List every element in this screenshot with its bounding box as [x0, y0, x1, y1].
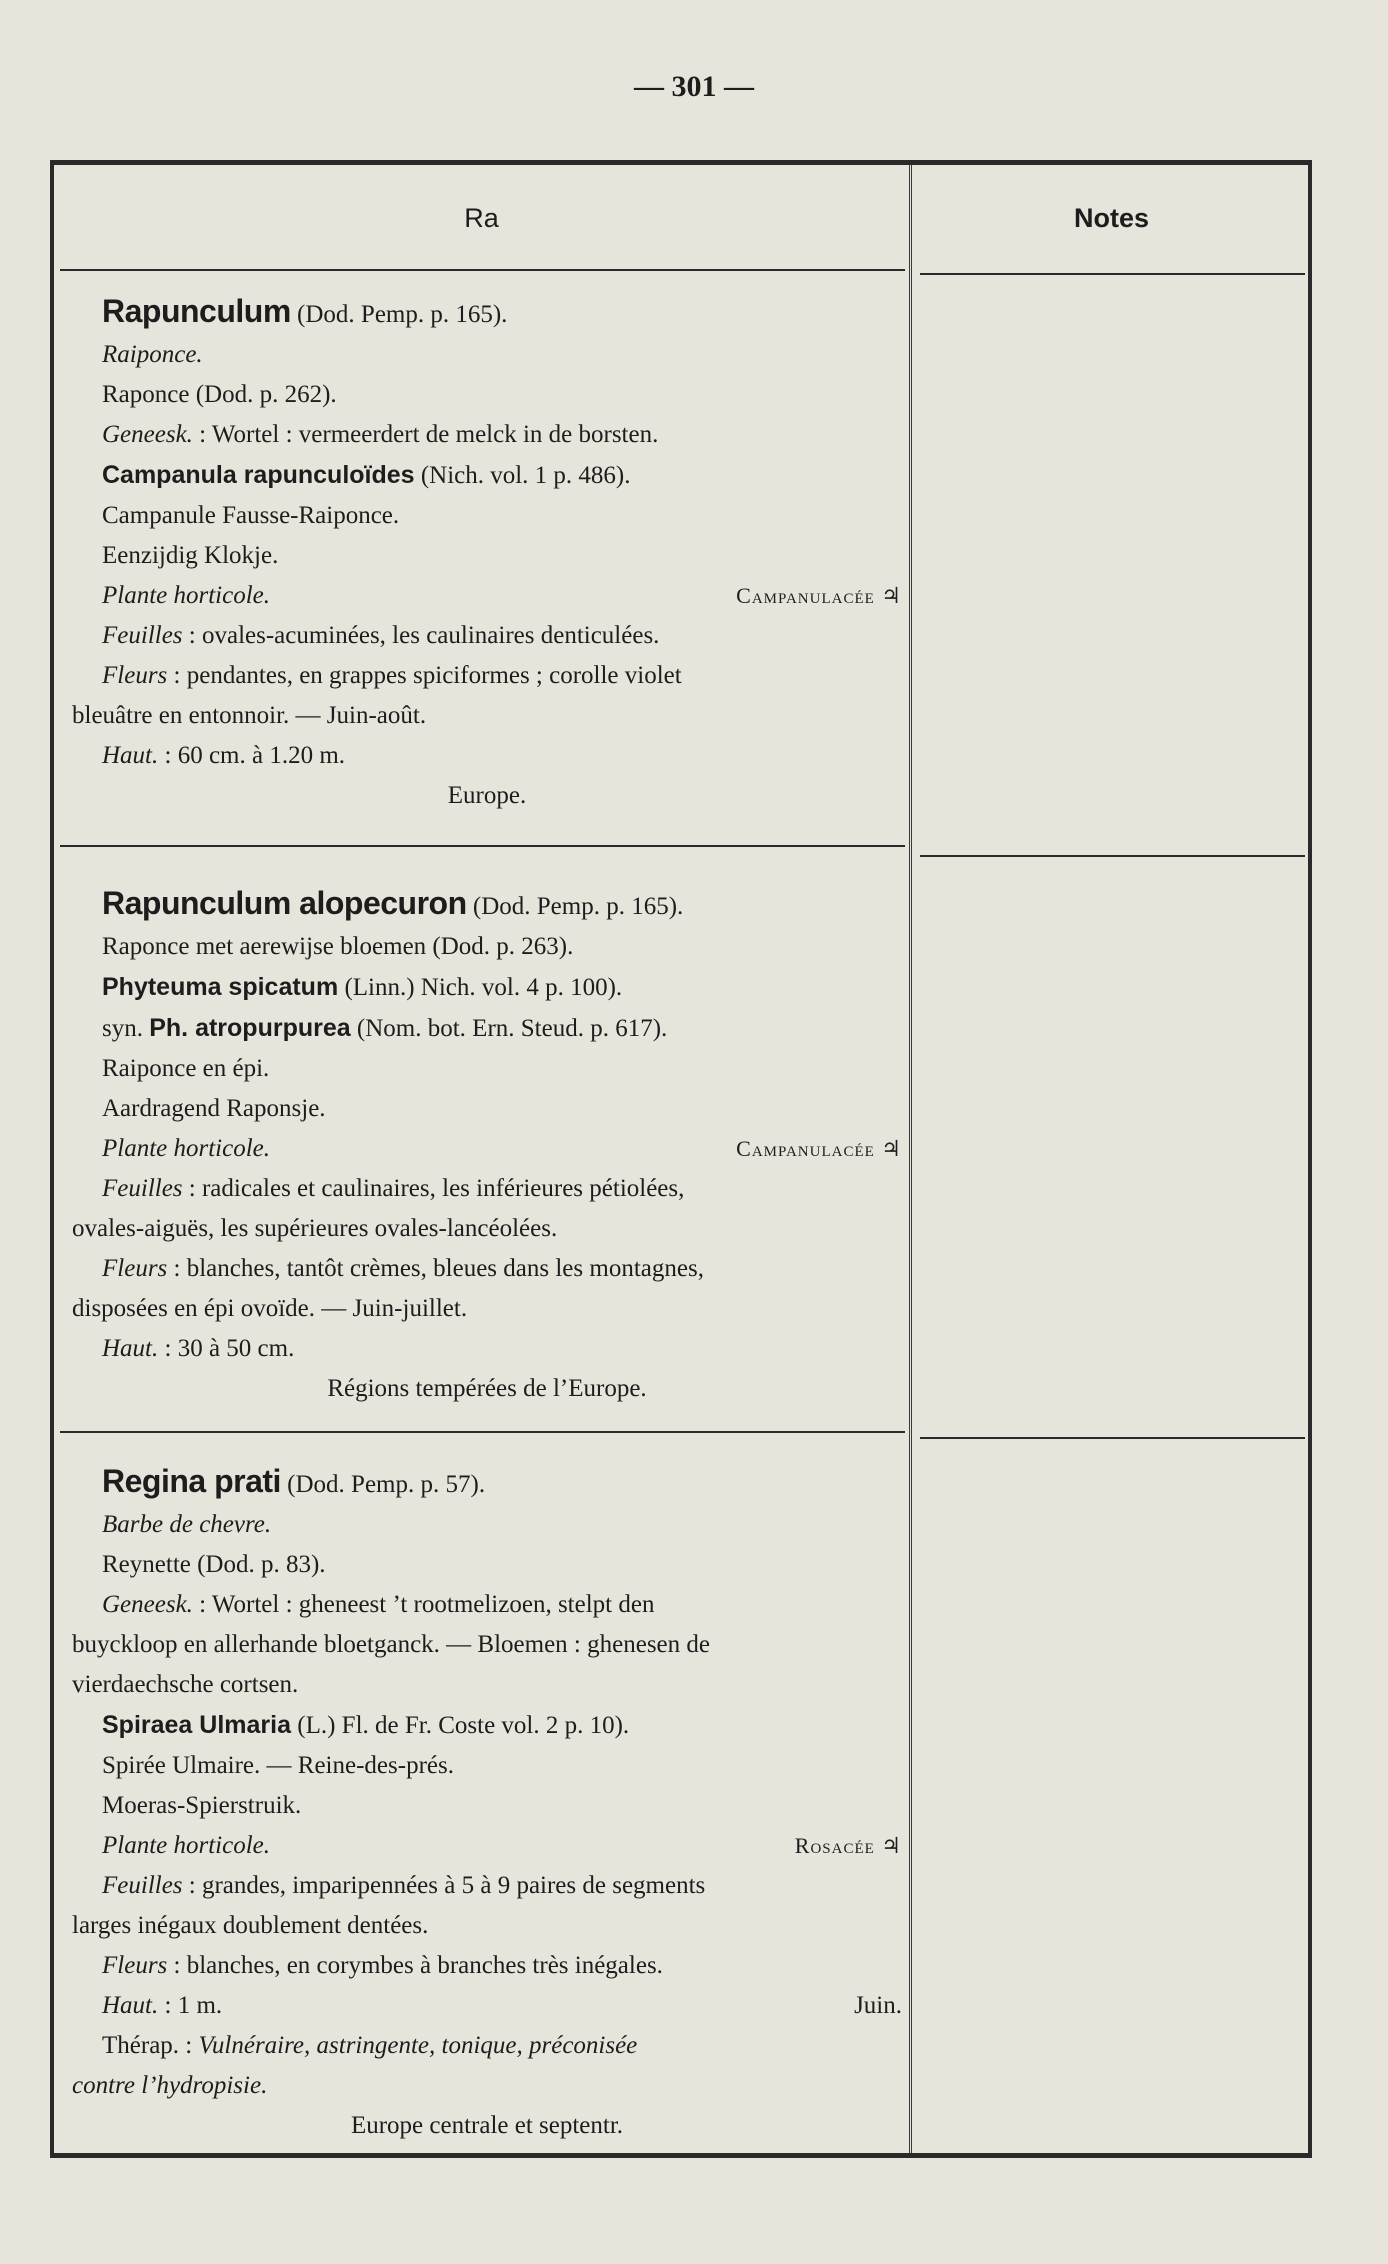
region: Régions tempérées de l’Europe. — [327, 1375, 647, 1402]
plant-type-row: Plante horticole. Campanulacée ♃ — [72, 1129, 902, 1169]
therapeutic-use-cont: contre l’hydropisie. — [72, 2072, 268, 2099]
height: Haut. : 30 à 50 cm. — [102, 1335, 295, 1362]
dutch-common-name: Moeras-Spierstruik. — [102, 1792, 302, 1819]
height-row: Haut. : 1 m. Juin. — [72, 1986, 902, 2026]
leaves-description: Feuilles : radicales et caulinaires, les inférieures pétiolées, — [102, 1175, 685, 1202]
leaves-description-cont: larges inégaux doublement dentées. — [72, 1912, 429, 1939]
entry-heading: Rapunculum alopecuron (Dod. Pemp. p. 165). — [102, 885, 684, 921]
flowers-description: Fleurs : pendantes, en grappes spiciformes ; corolle violet — [102, 662, 682, 689]
family-label: Campanulacée ♃ — [736, 583, 902, 608]
reference-line: Reynette (Dod. p. 83). — [102, 1551, 326, 1578]
scientific-name: Phyteuma spicatum (Linn.) Nich. vol. 4 p. 100). — [102, 973, 623, 1001]
flowers-description-cont: bleuâtre en entonnoir. — Juin-août. — [72, 702, 427, 729]
header-rule-notes — [920, 273, 1305, 275]
french-common-name: Campanule Fausse-Raiponce. — [102, 502, 400, 529]
flowers-description: Fleurs : blanches, en corymbes à branches très inégales. — [102, 1952, 663, 1979]
entry-separator — [60, 1431, 905, 1433]
dutch-common-name: Aardragend Raponsje. — [102, 1095, 326, 1122]
region: Europe centrale et septentr. — [350, 2112, 624, 2139]
leaves-description-cont: ovales-aiguës, les supérieures ovales-lancéolées. — [72, 1215, 558, 1242]
medicinal-note: Geneesk. : Wortel : vermeerdert de melck in de borsten. — [102, 421, 659, 448]
medicinal-note-cont: buyckloop en allerhande bloetganck. — Bloemen : ghenesen de — [72, 1631, 710, 1658]
entry-separator — [60, 845, 905, 847]
scientific-name: Campanula rapunculoïdes (Nich. vol. 1 p. 486). — [102, 461, 631, 489]
leaves-description: Feuilles : ovales-acuminées, les caulinaires denticulées. — [102, 622, 660, 649]
flowering-month: Juin. — [854, 1992, 902, 2019]
entry-regina-prati — [72, 1461, 902, 2146]
family-label: Rosacée ♃ — [794, 1833, 902, 1858]
reference-line: Raponce met aerewijse bloemen (Dod. p. 263). — [102, 933, 574, 960]
region: Europe. — [447, 782, 527, 809]
height: Haut. : 60 cm. à 1.20 m. — [102, 742, 346, 769]
entry-heading: Regina prati (Dod. Pemp. p. 57). — [102, 1463, 486, 1499]
entry-rapunculum-alopecuron — [72, 883, 902, 1409]
therapeutic-use: Thérap. : Vulnéraire, astringente, tonique, préconisée — [102, 2032, 638, 2059]
french-common-name: Spirée Ulmaire. — Reine-des-prés. — [102, 1752, 454, 1779]
dutch-common-name: Eenzijdig Klokje. — [102, 542, 279, 569]
column-header-notes: Notes — [1073, 203, 1149, 233]
french-name: Raiponce. — [102, 341, 203, 368]
header-rule-ra — [60, 269, 905, 271]
plant-type-row: Plante horticole. Campanulacée ♃ — [72, 576, 902, 616]
entry-rapunculum — [72, 291, 902, 816]
entry-heading: Rapunculum (Dod. Pemp. p. 165). — [102, 293, 508, 329]
page-number: — 301 — — [634, 70, 754, 103]
french-common-name: Raiponce en épi. — [102, 1055, 270, 1082]
plant-type-row: Plante horticole. Rosacée ♃ — [72, 1826, 902, 1866]
notes-separator — [920, 1437, 1305, 1439]
scientific-name: Spiraea Ulmaria (L.) Fl. de Fr. Coste vol. 2 p. 10). — [102, 1711, 630, 1739]
column-header-ra: Ra — [464, 203, 499, 233]
family-label: Campanulacée ♃ — [736, 1136, 902, 1161]
medicinal-note: Geneesk. : Wortel : gheneest ’t rootmelizoen, stelpt den — [102, 1591, 655, 1618]
flowers-description: Fleurs : blanches, tantôt crèmes, bleues dans les montagnes, — [102, 1255, 704, 1282]
medicinal-note-cont: vierdaechsche cortsen. — [72, 1671, 299, 1698]
leaves-description: Feuilles : grandes, imparipennées à 5 à 9 paires de segments — [102, 1872, 706, 1899]
notes-separator — [920, 855, 1305, 857]
synonym: syn. Ph. atropurpurea (Nom. bot. Ern. Steud. p. 617). — [102, 1014, 668, 1042]
botanical-table — [50, 160, 1312, 2158]
column-divider — [909, 165, 912, 2153]
reference-line: Raponce (Dod. p. 262). — [102, 381, 337, 408]
flowers-description-cont: disposées en épi ovoïde. — Juin-juillet. — [72, 1295, 468, 1322]
french-name: Barbe de chevre. — [102, 1511, 272, 1538]
